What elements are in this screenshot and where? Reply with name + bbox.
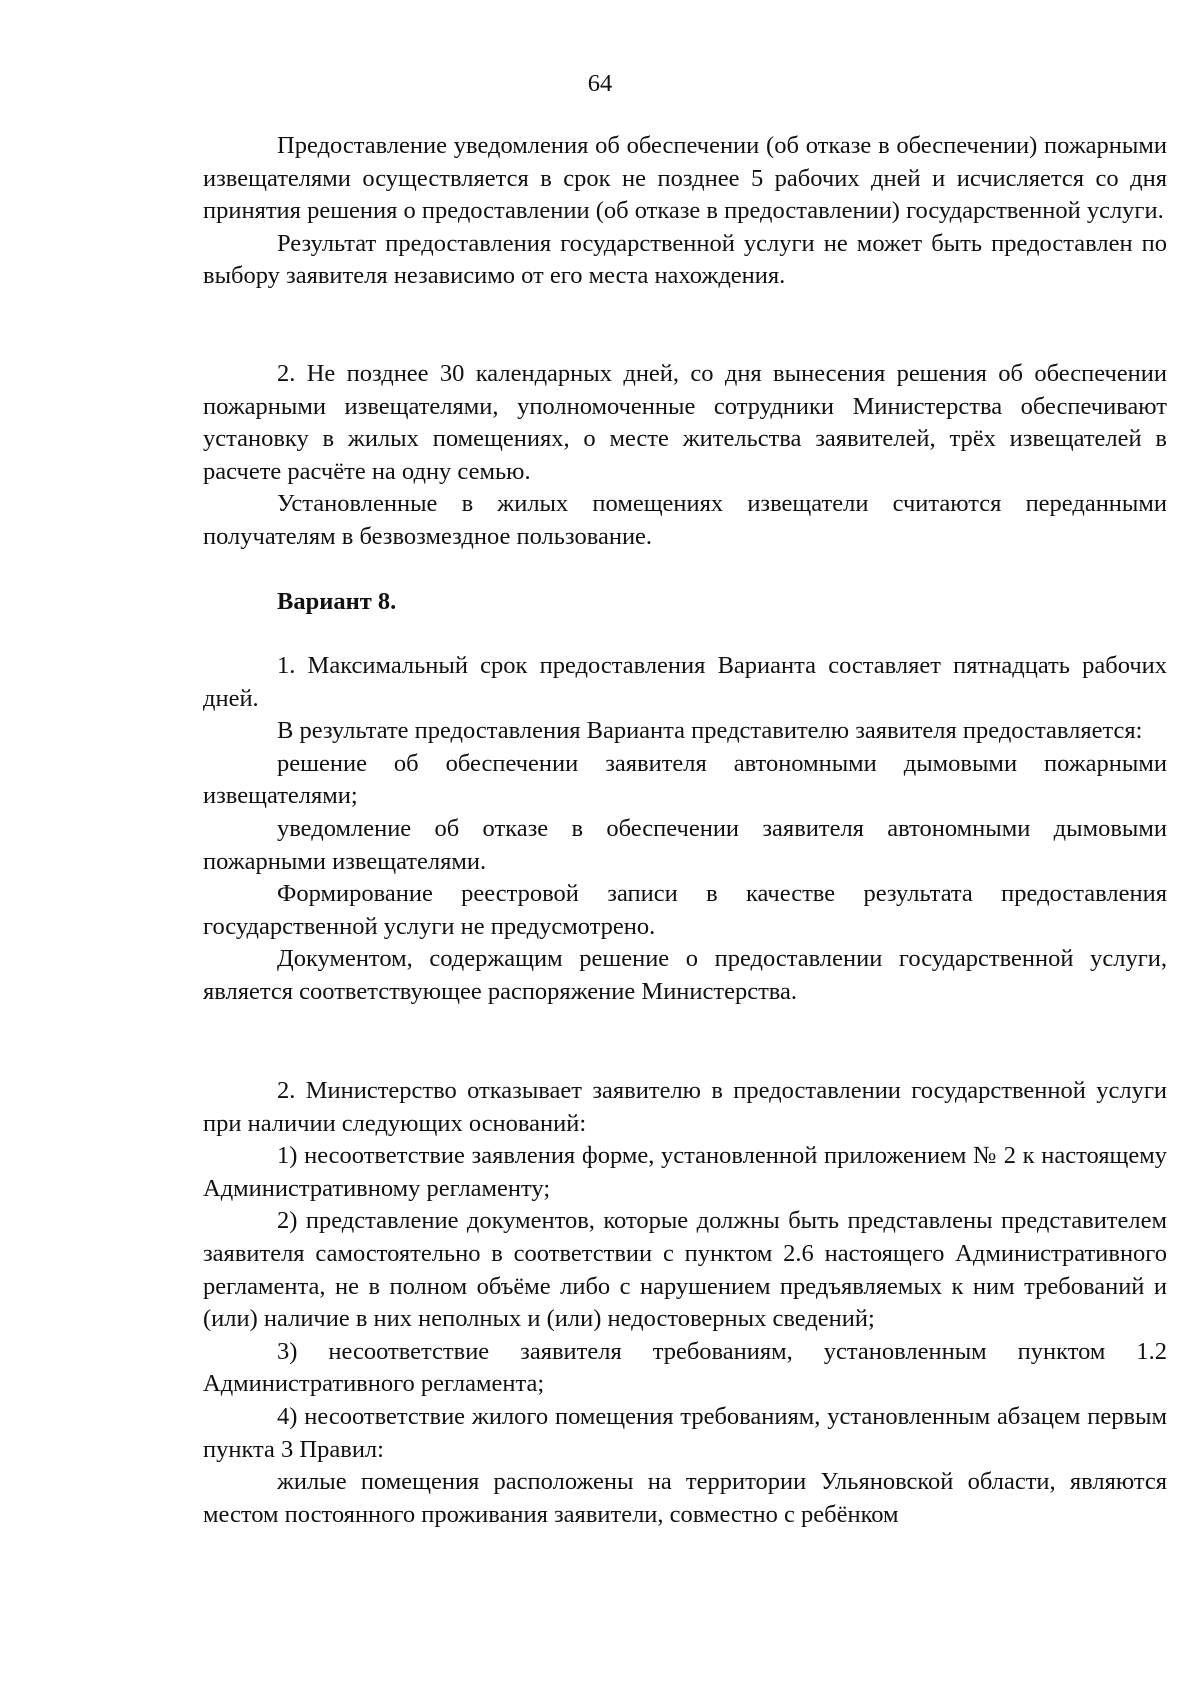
section-installation: [203, 358, 1167, 554]
list-item: 2) представление документов, которые должны быть представлены представителем заявителя самостоятельно в соответствии с пунктом 2.6 настоящего Административного регламента, не в полном объёме либо с нарушением предъявляемых к ним требований и (или) наличие в них неполных и (или) недостоверных сведений;: [203, 1207, 1167, 1333]
variant-heading: Вариант 8.: [277, 588, 397, 615]
paragraph: Формирование реестровой записи в качестве результата предоставления государственной услуги не предусмотрено.: [203, 880, 1167, 940]
list-item: 4) несоответствие жилого помещения требованиям, установленным абзацем первым пункта 3 Правил:: [203, 1402, 1167, 1463]
paragraph: В результате предоставления Варианта представителю заявителя предоставляется:: [277, 717, 1143, 745]
section-variant-terms: [203, 650, 1167, 1009]
section-notification-terms: [203, 130, 1167, 293]
paragraph: решение об обеспечении заявителя автономными дымовыми пожарными извещателями;: [203, 749, 1167, 810]
section-heading: [203, 586, 1167, 619]
page-number: 64: [587, 70, 613, 97]
paragraph: 2. Не позднее 30 календарных дней, со дня вынесения решения об обеспечении пожарными извещателями, уполномоченные сотрудники Министерства обеспечивают установку в жилых помещениях, о месте жительства заявителей, трёх извещателей в расчете расчёте на одну семью.: [203, 360, 1167, 485]
paragraph: уведомление об отказе в обеспечении заявителя автономными дымовыми пожарными извещателями.: [203, 814, 1167, 875]
paragraph: жилые помещения расположены на территории Ульяновской области, являются местом постоянного проживания заявители, совместно с ребёнком: [203, 1468, 1167, 1528]
paragraph: Результат предоставления государственной услуги не может быть предоставлен по выбору заявителя независимо от его места нахождения.: [203, 229, 1167, 290]
list-item: 3) несоответствие заявителя требованиям, установленным пунктом 1.2 Административного регламента;: [203, 1337, 1167, 1398]
paragraph: Предоставление уведомления об обеспечении (об отказе в обеспечении) пожарными извещателями осуществляется в срок не позднее 5 рабочих дней и исчисляется со дня принятия решения о предоставлении (об отказе в предоставлении) государственной услуги.: [203, 132, 1167, 225]
paragraph: Установленные в жилых помещениях извещатели считаются переданными получателям в безвозмездное пользование.: [203, 490, 1167, 550]
paragraph: 2. Министерство отказывает заявителю в предоставлении государственной услуги при наличии следующих оснований:: [203, 1077, 1167, 1137]
paragraph: 1. Максимальный срок предоставления Варианта составляет пятнадцать рабочих дней.: [203, 652, 1167, 712]
list-item: 1) несоответствие заявления форме, установленной приложением № 2 к настоящему Административному регламенту;: [203, 1142, 1167, 1202]
section-refusal-grounds: [203, 1075, 1167, 1531]
paragraph: Документом, содержащим решение о предоставлении государственной услуги, является соответствующее распоряжение Министерства.: [203, 945, 1167, 1005]
